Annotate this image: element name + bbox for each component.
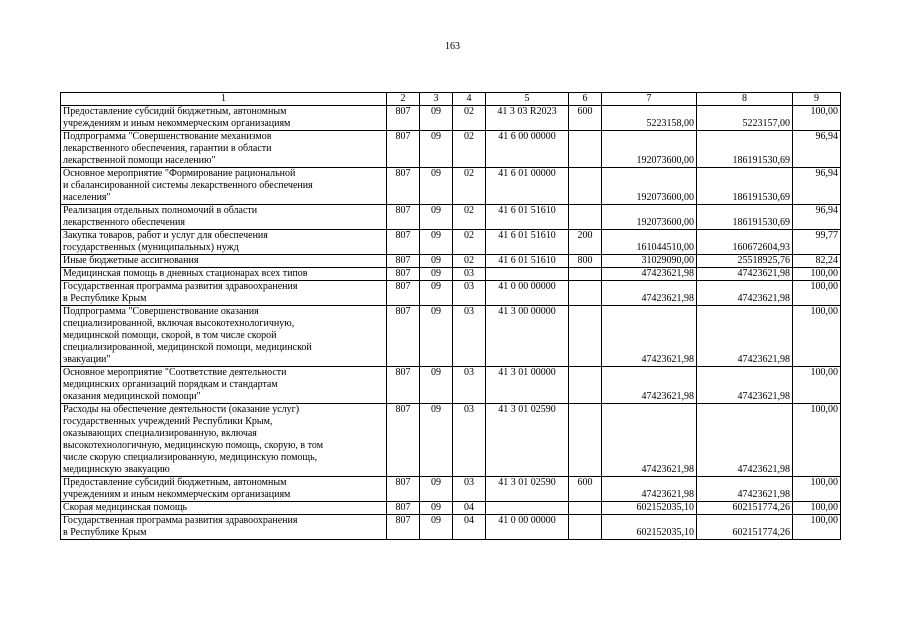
executed-amount-cell: 47423621,98 — [697, 477, 793, 502]
percent-cell: 100,00 — [793, 106, 841, 131]
expense-type-cell — [569, 515, 602, 540]
percent-cell: 82,24 — [793, 255, 841, 268]
row-name-cell: Предоставление субсидий бюджетным, автономным учреждениям и иным некоммерческим организациям — [61, 106, 387, 131]
percent-cell: 96,94 — [793, 131, 841, 168]
row-name-cell: Основное мероприятие "Формирование рациональной и сбалансированной системы лекарственного обеспечения населения" — [61, 168, 387, 205]
code-podrazdel-cell: 02 — [453, 131, 486, 168]
row-name-cell: Основное мероприятие "Соответствие деятельности медицинских организаций порядкам и стандартам оказания медицинской помощи" — [61, 367, 387, 404]
expense-type-cell — [569, 205, 602, 230]
code-razdel-cell: 09 — [420, 367, 453, 404]
code-razdel-cell: 09 — [420, 404, 453, 477]
code-razdel-cell: 09 — [420, 477, 453, 502]
code-glava-cell: 807 — [387, 477, 420, 502]
table-row — [61, 255, 841, 268]
expense-type-cell — [569, 502, 602, 515]
code-razdel-cell: 09 — [420, 502, 453, 515]
table-row — [61, 205, 841, 230]
table-row — [61, 306, 841, 367]
table-row — [61, 515, 841, 540]
table-row — [61, 131, 841, 168]
header-cell: 5 — [486, 93, 569, 106]
code-glava-cell: 807 — [387, 268, 420, 281]
target-article-cell: 41 3 01 02590 — [486, 477, 569, 502]
header-cell: 7 — [602, 93, 697, 106]
planned-amount-cell: 602152035,10 — [602, 515, 697, 540]
expense-type-cell — [569, 281, 602, 306]
code-glava-cell: 807 — [387, 230, 420, 255]
planned-amount-cell: 47423621,98 — [602, 268, 697, 281]
code-razdel-cell: 09 — [420, 268, 453, 281]
code-razdel-cell: 09 — [420, 306, 453, 367]
planned-amount-cell: 47423621,98 — [602, 367, 697, 404]
expense-type-cell — [569, 168, 602, 205]
row-name-cell: Подпрограмма "Совершенствование оказания специализированной, включая высокотехнологичную, медицинской помощи, скорой, в том числе скорой специализированной, медицинской помощи, медицинской эвакуации" — [61, 306, 387, 367]
percent-cell: 99,77 — [793, 230, 841, 255]
code-razdel-cell: 09 — [420, 106, 453, 131]
table-row — [61, 230, 841, 255]
code-razdel-cell: 09 — [420, 255, 453, 268]
row-name-cell: Иные бюджетные ассигнования — [61, 255, 387, 268]
code-podrazdel-cell: 03 — [453, 404, 486, 477]
expense-type-cell — [569, 306, 602, 367]
planned-amount-cell: 161044510,00 — [602, 230, 697, 255]
planned-amount-cell: 31029090,00 — [602, 255, 697, 268]
percent-cell: 100,00 — [793, 477, 841, 502]
code-podrazdel-cell: 03 — [453, 306, 486, 367]
executed-amount-cell: 160672604,93 — [697, 230, 793, 255]
percent-cell: 100,00 — [793, 404, 841, 477]
executed-amount-cell: 47423621,98 — [697, 281, 793, 306]
row-name-cell: Медицинская помощь в дневных стационарах всех типов — [61, 268, 387, 281]
code-razdel-cell: 09 — [420, 168, 453, 205]
planned-amount-cell: 5223158,00 — [602, 106, 697, 131]
percent-cell: 100,00 — [793, 306, 841, 367]
executed-amount-cell: 47423621,98 — [697, 268, 793, 281]
row-name-cell: Закупка товаров, работ и услуг для обеспечения государственных (муниципальных) нужд — [61, 230, 387, 255]
executed-amount-cell: 25518925,76 — [697, 255, 793, 268]
executed-amount-cell: 602151774,26 — [697, 515, 793, 540]
code-podrazdel-cell: 02 — [453, 106, 486, 131]
table-row — [61, 367, 841, 404]
code-glava-cell: 807 — [387, 404, 420, 477]
code-podrazdel-cell: 03 — [453, 268, 486, 281]
header-cell: 8 — [697, 93, 793, 106]
table-row — [61, 168, 841, 205]
header-row — [61, 93, 841, 106]
target-article-cell: 41 6 00 00000 — [486, 131, 569, 168]
percent-cell: 96,94 — [793, 205, 841, 230]
planned-amount-cell: 47423621,98 — [602, 306, 697, 367]
planned-amount-cell: 192073600,00 — [602, 205, 697, 230]
planned-amount-cell: 47423621,98 — [602, 477, 697, 502]
row-name-cell: Подпрограмма "Совершенствование механизмов лекарственного обеспечения, гарантии в области лекарственной помощи населению" — [61, 131, 387, 168]
code-podrazdel-cell: 02 — [453, 230, 486, 255]
target-article-cell: 41 6 01 51610 — [486, 230, 569, 255]
row-name-cell: Расходы на обеспечение деятельности (оказание услуг) государственных учреждений Республики Крым, оказывающих специализированную, включая высокотехнологичную, медицинскую помощь, скорую, в том числе скорую специализированную, медицинскую помощь, медицинскую эвакуацию — [61, 404, 387, 477]
target-article-cell: 41 3 03 R2023 — [486, 106, 569, 131]
percent-cell: 100,00 — [793, 268, 841, 281]
row-name-cell: Реализация отдельных полномочий в области лекарственного обеспечения — [61, 205, 387, 230]
percent-cell: 100,00 — [793, 515, 841, 540]
header-cell: 3 — [420, 93, 453, 106]
expense-type-cell: 800 — [569, 255, 602, 268]
table-row — [61, 268, 841, 281]
planned-amount-cell: 47423621,98 — [602, 404, 697, 477]
target-article-cell — [486, 502, 569, 515]
code-glava-cell: 807 — [387, 515, 420, 540]
code-glava-cell: 807 — [387, 168, 420, 205]
code-razdel-cell: 09 — [420, 515, 453, 540]
expense-type-cell: 200 — [569, 230, 602, 255]
executed-amount-cell: 186191530,69 — [697, 168, 793, 205]
code-glava-cell: 807 — [387, 502, 420, 515]
code-razdel-cell: 09 — [420, 131, 453, 168]
code-podrazdel-cell: 03 — [453, 281, 486, 306]
code-podrazdel-cell: 03 — [453, 367, 486, 404]
target-article-cell: 41 0 00 00000 — [486, 515, 569, 540]
target-article-cell: 41 6 01 00000 — [486, 168, 569, 205]
target-article-cell: 41 6 01 51610 — [486, 205, 569, 230]
table-row — [61, 281, 841, 306]
expense-type-cell — [569, 268, 602, 281]
executed-amount-cell: 47423621,98 — [697, 306, 793, 367]
expense-type-cell: 600 — [569, 477, 602, 502]
executed-amount-cell: 47423621,98 — [697, 367, 793, 404]
planned-amount-cell: 47423621,98 — [602, 281, 697, 306]
expense-type-cell — [569, 367, 602, 404]
code-podrazdel-cell: 03 — [453, 477, 486, 502]
code-razdel-cell: 09 — [420, 281, 453, 306]
table-row — [61, 106, 841, 131]
expense-type-cell: 600 — [569, 106, 602, 131]
table-row — [61, 477, 841, 502]
code-podrazdel-cell: 02 — [453, 255, 486, 268]
executed-amount-cell: 5223157,00 — [697, 106, 793, 131]
executed-amount-cell: 47423621,98 — [697, 404, 793, 477]
row-name-cell: Скорая медицинская помощь — [61, 502, 387, 515]
code-razdel-cell: 09 — [420, 230, 453, 255]
target-article-cell — [486, 268, 569, 281]
code-podrazdel-cell: 04 — [453, 515, 486, 540]
percent-cell: 100,00 — [793, 367, 841, 404]
executed-amount-cell: 186191530,69 — [697, 205, 793, 230]
planned-amount-cell: 602152035,10 — [602, 502, 697, 515]
percent-cell: 100,00 — [793, 502, 841, 515]
row-name-cell: Государственная программа развития здравоохранения в Республике Крым — [61, 515, 387, 540]
header-cell: 1 — [61, 93, 387, 106]
page-number: 163 — [445, 41, 460, 52]
header-cell: 2 — [387, 93, 420, 106]
code-glava-cell: 807 — [387, 367, 420, 404]
target-article-cell: 41 3 01 02590 — [486, 404, 569, 477]
target-article-cell: 41 3 00 00000 — [486, 306, 569, 367]
target-article-cell: 41 6 01 51610 — [486, 255, 569, 268]
code-glava-cell: 807 — [387, 281, 420, 306]
header-cell: 9 — [793, 93, 841, 106]
code-glava-cell: 807 — [387, 205, 420, 230]
code-glava-cell: 807 — [387, 106, 420, 131]
expense-type-cell — [569, 404, 602, 477]
planned-amount-cell: 192073600,00 — [602, 168, 697, 205]
code-glava-cell: 807 — [387, 131, 420, 168]
executed-amount-cell: 602151774,26 — [697, 502, 793, 515]
code-razdel-cell: 09 — [420, 205, 453, 230]
percent-cell: 96,94 — [793, 168, 841, 205]
code-glava-cell: 807 — [387, 255, 420, 268]
percent-cell: 100,00 — [793, 281, 841, 306]
header-cell: 6 — [569, 93, 602, 106]
header-cell: 4 — [453, 93, 486, 106]
planned-amount-cell: 192073600,00 — [602, 131, 697, 168]
budget-table — [60, 92, 841, 540]
row-name-cell: Предоставление субсидий бюджетным, автономным учреждениям и иным некоммерческим организациям — [61, 477, 387, 502]
row-name-cell: Государственная программа развития здравоохранения в Республике Крым — [61, 281, 387, 306]
code-podrazdel-cell: 02 — [453, 205, 486, 230]
code-podrazdel-cell: 02 — [453, 168, 486, 205]
executed-amount-cell: 186191530,69 — [697, 131, 793, 168]
code-glava-cell: 807 — [387, 306, 420, 367]
expense-type-cell — [569, 131, 602, 168]
table-row — [61, 404, 841, 477]
target-article-cell: 41 0 00 00000 — [486, 281, 569, 306]
target-article-cell: 41 3 01 00000 — [486, 367, 569, 404]
table-row — [61, 502, 841, 515]
code-podrazdel-cell: 04 — [453, 502, 486, 515]
